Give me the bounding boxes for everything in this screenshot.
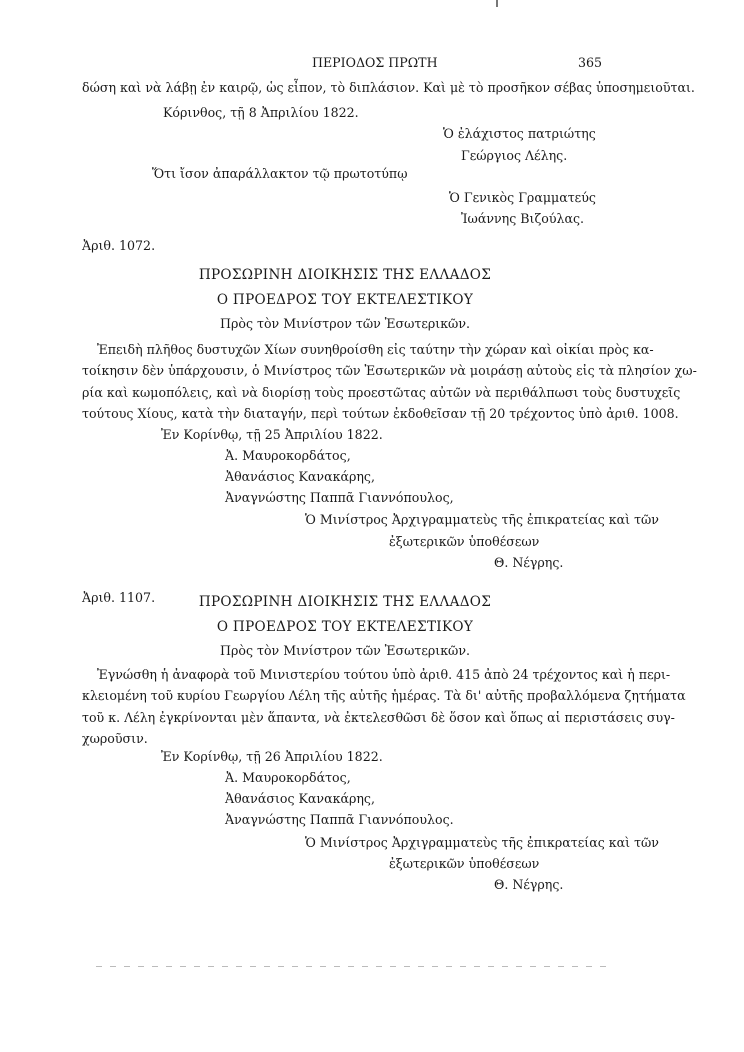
place-date: Ἐν Κορίνθῳ, τῇ 25 Ἀπριλίου 1822. (161, 427, 383, 442)
body-line: τούτους Χίους, κατὰ τὴν διαταγήν, περὶ τούτων ἐκδοθεῖσαν τῇ 20 τρέχοντος ὑπὸ ἀριθ. 1008. (82, 406, 679, 421)
place-date: Ἐν Κορίνθῳ, τῇ 26 Ἀπριλίου 1822. (161, 749, 383, 764)
body-line: Ἐπειδὴ πλῆθος δυστυχῶν Χίων συνηθροίσθη εἰς ταύτην τὴν χώραν καὶ οἰκίαι πρὸς κα- (97, 342, 654, 357)
document-number: Ἀριθ. 1107. (82, 590, 156, 605)
scan-tick-mark (496, 0, 498, 7)
addressee: Πρὸς τὸν Μινίστρον τῶν Ἐσωτερικῶν. (219, 316, 470, 331)
signatory: Ἀ. Μαυροκορδάτος, (225, 770, 351, 785)
minister-title: Ὁ Μινίστρος Ἀρχιγραμματεὺς τῆς ἐπικρατείας καὶ τῶν (305, 835, 659, 850)
signatory: Ἀθανάσιος Κανακάρης, (225, 469, 375, 484)
body-line: Ἐγνώσθη ἡ ἀναφορὰ τοῦ Μινιστερίου τούτου ὑπὸ ἀριθ. 415 ἀπὸ 24 τρέχοντος καὶ ἡ περι- (97, 667, 671, 682)
addressee: Πρὸς τὸν Μινίστρον τῶν Ἐσωτερικῶν. (219, 643, 470, 658)
body-line: τοίκησιν δὲν ὑπάρχουσιν, ὁ Μινίστρος τῶν Ἐσωτερικῶν νὰ μοιράσῃ αὐτοὺς εἰς τὰ πλησίον χω- (82, 363, 697, 378)
body-line: χωροῦσιν. (82, 731, 148, 746)
scan-dotted-line (96, 966, 608, 967)
document-heading: ΠΡΟΣΩΡΙΝΗ ΔΙΟΙΚΗΣΙΣ ΤΗΣ ΕΛΛΑΔΟΣ (198, 594, 492, 610)
minister-title-line2: ἐξωτερικῶν ὑποθέσεων (389, 534, 540, 549)
signatory: Ἀθανάσιος Κανακάρης, (225, 791, 375, 806)
signature-title: Ὁ ἐλάχιστος πατριώτης (443, 126, 596, 141)
body-line: τοῦ κ. Λέλη ἐγκρίνονται μὲν ἅπαντα, νὰ ἐκτελεσθῶσι δὲ ὅσον καὶ ὅπως αἱ περιστάσεις συγ- (82, 710, 675, 725)
signature-title: Ὁ Γενικὸς Γραμματεύς (449, 190, 596, 205)
running-title: ΠΕΡΙΟΔΟΣ ΠΡΩΤΗ (312, 55, 438, 70)
signatory: Ἀ. Μαυροκορδάτος, (225, 448, 351, 463)
document-subheading: Ο ΠΡΟΕΔΡΟΣ ΤΟΥ ΕΚΤΕΛΕΣΤΙΚΟΥ (216, 619, 474, 635)
signatory: Ἀναγνώστης Παππᾶ Γιαννόπουλος. (225, 812, 454, 827)
document-number: Ἀριθ. 1072. (82, 238, 156, 253)
minister-title: Ὁ Μινίστρος Ἀρχιγραμματεὺς τῆς ἐπικρατείας καὶ τῶν (305, 512, 659, 527)
document-subheading: Ο ΠΡΟΕΔΡΟΣ ΤΟΥ ΕΚΤΕΛΕΣΤΙΚΟΥ (216, 292, 474, 308)
minister-name: Θ. Νέγρης. (494, 555, 564, 570)
signature-name: Ἰωάννης Βιζούλας. (461, 211, 585, 226)
place-date: Κόρινθος, τῇ 8 Ἀπριλίου 1822. (163, 105, 359, 120)
body-line: κλειομένη τοῦ κυρίου Γεωργίου Λέλη τῆς αὐτῆς ἡμέρας. Τὰ δι' αὐτῆς προβαλλόμενα ζητήματα (82, 688, 686, 703)
signatory: Ἀναγνώστης Παππᾶ Γιαννόπουλος, (225, 490, 454, 505)
page-number: 365 (578, 55, 603, 70)
signature-name: Γεώργιος Λέλης. (461, 148, 568, 163)
body-line: ρία καὶ κωμοπόλεις, καὶ νὰ διορίσῃ τοὺς προεστῶτας αὐτῶν νὰ περιθάλπωσι τοὺς δυστυχεῖς (82, 385, 681, 400)
document-heading: ΠΡΟΣΩΡΙΝΗ ΔΙΟΙΚΗΣΙΣ ΤΗΣ ΕΛΛΑΔΟΣ (198, 267, 492, 283)
body-line: δώση καὶ νὰ λάβῃ ἐν καιρῷ, ὡς εἶπον, τὸ διπλάσιον. Καὶ μὲ τὸ προσῆκον σέβας ὑποσημειοῦται. (82, 80, 695, 95)
certification-line: Ὅτι ἴσον ἀπαράλλακτον τῷ πρωτοτύπῳ (152, 166, 408, 181)
minister-title-line2: ἐξωτερικῶν ὑποθέσεων (389, 856, 540, 871)
minister-name: Θ. Νέγρης. (494, 877, 564, 892)
